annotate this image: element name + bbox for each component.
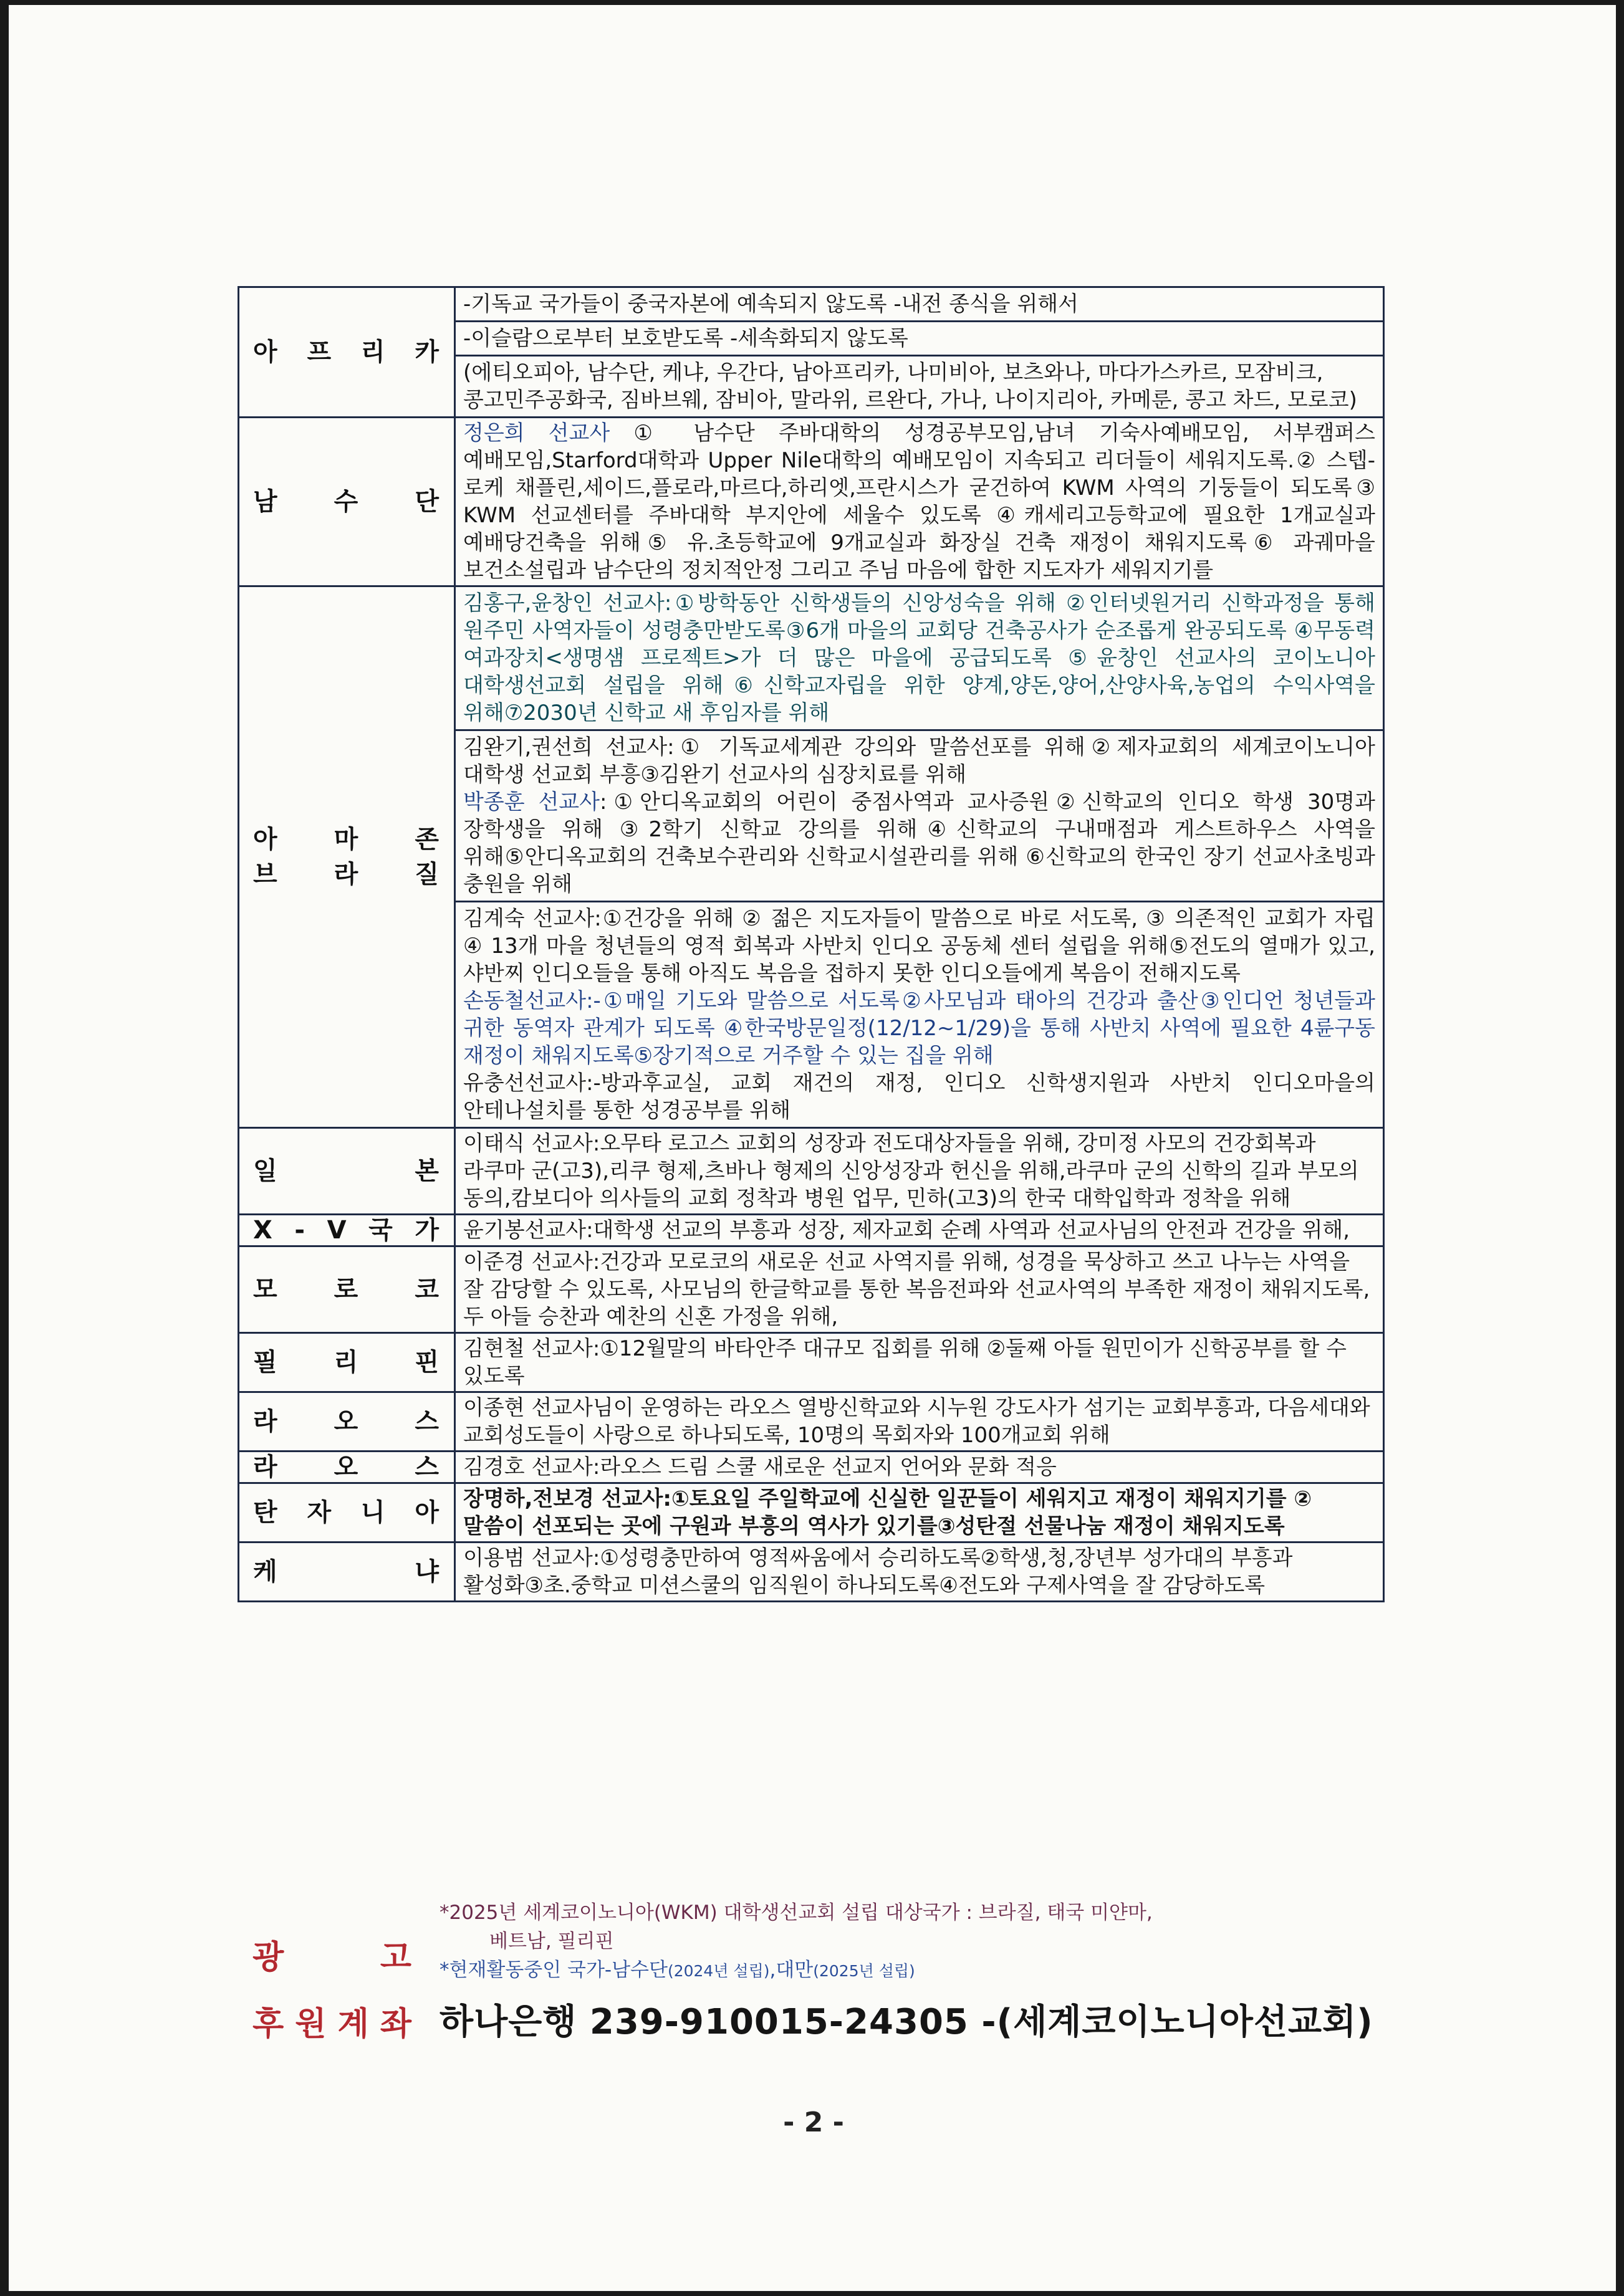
ad-note: (2024년 설립) [667, 1962, 770, 1980]
country-label-tanzania [239, 1483, 455, 1543]
prayer-block [456, 901, 1383, 1127]
label-char: 마 [334, 825, 360, 854]
label-char: 탄 [253, 1498, 279, 1527]
label-char: 니 [360, 1498, 387, 1527]
table-row-morocco [239, 1246, 1384, 1333]
prayer-cell-xv: 윤기봉선교사:대학생 선교의 부흥과 성장, 제자교회 순례 사역과 선교사님의 안전과 건강을 위해, [455, 1215, 1384, 1246]
label-char: 광 [252, 1939, 284, 1976]
ad-line: 베트남, 필리핀 [489, 1930, 614, 1953]
label-char: X [253, 1216, 274, 1245]
label-char: 라 [253, 1407, 279, 1436]
label-char: 원 [295, 2006, 327, 2043]
prayer-text: :①안디옥교회의 어린이 중점사역과 교사증원②신학교의 인디오 학생 30명과 장학생을 위해 ③2학기 신학교 강의를 위해④신학교의 구내매점과 게스트하우스 사역을 위해⑤안디옥교회의 건축보수관리와 신학교시설관리를 위해 ⑥신학교의 한국인 장기 선교사초빙과 충원을 위해 [463, 790, 1376, 897]
ad-line: ,대만 [769, 1959, 814, 1981]
label-char: 카 [415, 338, 440, 366]
prayer-table [238, 286, 1385, 1602]
table-row-tanzania [239, 1483, 1384, 1543]
country-label-laos [239, 1392, 455, 1452]
country-name [253, 338, 440, 366]
label-char: 국 [368, 1216, 394, 1245]
label-char: 로 [334, 1275, 360, 1304]
table-row-amazon-brazil [239, 586, 1384, 1128]
label-char: 리 [334, 1348, 360, 1377]
ad-text [440, 1898, 1393, 1986]
country-name [253, 1558, 440, 1586]
prayer-cell-philippines: 김현철 선교사:①12월말의 바타안주 대규모 집회를 위해 ②둘째 아들 원민이가 신학공부를 할 수 있도록 [455, 1333, 1384, 1392]
ad-label [252, 1931, 411, 1978]
prayer-text: 유충선선교사:-방과후교실, 교회 재건의 재정, 인디오 신학생지원과 사반치 인디오마을의 안테나설치를 통한 성경공부를 위해 [463, 1071, 1375, 1123]
label-char: 아 [415, 1498, 440, 1527]
label-char: 자 [307, 1498, 333, 1527]
label-char: 질 [415, 860, 440, 889]
prayer-block [456, 729, 1383, 901]
label-char: V [327, 1216, 348, 1245]
country-name [253, 1157, 440, 1185]
country-label-south-sudan [239, 418, 455, 586]
country-label-africa [239, 287, 455, 418]
country-label-philippines [239, 1333, 455, 1392]
table-row-philippines [239, 1333, 1384, 1392]
country-label-laos [239, 1452, 455, 1483]
missionary-name: 정은희 선교사 [463, 421, 610, 446]
country-name [253, 1453, 440, 1481]
account-label [252, 1997, 411, 2044]
label-char: 단 [415, 487, 440, 516]
label-char: 후 [252, 2006, 284, 2043]
prayer-cell-tanzania: 장명하,전보경 선교사:①토요일 주일학교에 신실한 일꾼들이 세워지고 재정이 채워지기를 ② 말씀이 선포되는 곳에 구원과 부흥의 역사가 있기를③성탄절 선물나눔 재정이 채워지도록 [455, 1483, 1384, 1543]
table-row-xv [239, 1215, 1384, 1246]
country-label-morocco [239, 1246, 455, 1333]
prayer-cell-morocco: 이준경 선교사:건강과 모로코의 새로운 선교 사역지를 위해, 성경을 묵상하고 쓰고 나누는 사역을 잘 감당할 수 있도록, 사모님의 한글학교를 통한 복음전파와 선교사역의 부족한 재정이 채워지도록, 두 아들 승찬과 예찬의 신혼 가정을 위해, [455, 1246, 1384, 1333]
table-row-kenya [239, 1543, 1384, 1602]
country-name-line2 [253, 861, 440, 888]
label-char: 좌 [380, 2006, 411, 2043]
prayer-block: 김홍구,윤창인 선교사:①방학동안 신학생들의 신앙성숙을 위해 ②인터넷원거리 신학과정을 통해 원주민 사역자들이 성령충만받도록③6개 마을의 교회당 건축공사가 순조롭게 완공되도록 ④무동력 여과장치<생명샘 프로젝트>가 더 많은 마을에 공급되도록 ⑤윤창인 선교사의 코이노니아 대학생선교회 설립을 위해⑥신학교자립을 위한 양계,양돈,양어,산양사육,농업의 수익사역을 위해⑦2030년 신학교 새 후임자를 위해 [463, 591, 1375, 725]
country-label-xv [239, 1215, 455, 1246]
label-char: 라 [253, 1453, 279, 1481]
ad-line: *2025년 세계코이노니아(WKM) 대학생선교회 설립 대상국가 : 브라질, 태국 미얀마, [440, 1901, 1153, 1924]
page-number: - 2 - [783, 2107, 844, 2138]
label-char: 리 [360, 338, 387, 366]
country-list: (에티오피아, 남수단, 케냐, 우간다, 남아프리카, 나미비아, 보츠와나, 마다가스카르, 모잠비크, 콩고민주공화국, 짐바브웨, 잠비아, 말라위, 르완다, 가나, 나이지리아, 카메룬, 콩고 차드, 모로코) [456, 355, 1383, 416]
country-name [253, 1349, 440, 1376]
label-char: 스 [415, 1407, 440, 1436]
country-name [253, 488, 440, 515]
account-number: 하나은행 239-910015-24305 -(세계코이노니아선교회) [440, 2002, 1373, 2042]
label-char: 냐 [415, 1557, 440, 1586]
prayer-text: 손동철선교사:-①매일 기도와 말씀으로 서도록②사모님과 태아의 건강과 출산③인디언 청년들과 귀한 동역자 관계가 되도록 ④한국방문일정(12/12~1/29)을 통해 사반치 사역에 필요한 4륜구동 재정이 채워지도록⑤장기적으로 거주할 수 있는 집을 위해 [463, 988, 1375, 1068]
label-char: 스 [415, 1453, 440, 1481]
label-char: 브 [253, 860, 279, 889]
ad-note: (2025년 설립) [813, 1962, 915, 1980]
prayer-cell-kenya: 이용범 선교사:①성령충만하여 영적싸움에서 승리하도록②학생,청,장년부 성가대의 부흥과 활성화③초.중학교 미션스쿨의 임직원이 하나되도록④전도와 구제사역을 잘 감당하도록 [455, 1543, 1384, 1602]
label-char: 케 [253, 1557, 279, 1586]
label-char: 본 [415, 1157, 440, 1185]
prayer-text: ① 남수단 주바대학의 성경공부모임,남녀 기숙사예배모임, 서부캠퍼스 예배모임,Starford대학과 Upper Nile대학의 예배모임이 지속되고 리더들이 세워지도록.② 스텝-로케 채플린,세이드,플로라,마르다,하리엣,프란시스가 굳건하여 KWM 사역의 기둥들이 되도록③ KWM 선교센터를 주바대학 부지안에 세울수 있도록 ④캐세리고등학교에 필요한 1개교실과 예배당건축을 위해⑤ 유.초등학교에 9개교실과 화장실 건축 재정이 채워지도록⑥ 과궤마을 보건소설립과 남수단의 정치적안정 그리고 주님 마음에 합한 지도자가 세워지기를 [463, 421, 1376, 583]
prayer-cell-africa [455, 287, 1384, 418]
prayer-cell-laos-2: 김경호 선교사:라오스 드림 스쿨 새로운 선교지 언어와 문화 적응 [455, 1452, 1384, 1483]
label-char: 존 [415, 825, 440, 854]
label-char: 오 [334, 1407, 360, 1436]
country-label-kenya [239, 1543, 455, 1602]
label-char: 필 [253, 1348, 279, 1377]
prayer-cell-japan: 이태식 선교사:오무타 로고스 교회의 성장과 전도대상자들을 위해, 강미정 사모의 건강회복과 라쿠마 군(고3),리쿠 형제,츠바나 형제의 신앙성장과 헌신을 위해,라쿠마 군의 신학의 길과 부모의 동의,캄보디아 의사들의 교회 정착과 병원 업무, 민하(고3)의 한국 대학입학과 정착을 위해 [455, 1128, 1384, 1215]
ad-line: *현재활동중인 국가-남수단 [440, 1959, 668, 1981]
table-row-laos-2 [239, 1452, 1384, 1483]
prayer-text: 김완기,권선희 선교사:① 기독교세계관 강의와 말씀선포를 위해②제자교회의 세계코이노니아 대학생 선교회 부흥③김완기 선교사의 심장치료를 위해 [463, 735, 1375, 787]
label-char: 고 [380, 1939, 411, 1976]
label-char: 라 [334, 860, 360, 889]
country-name [253, 1408, 440, 1435]
label-char: 남 [253, 487, 279, 516]
missionary-name: 박종훈 선교사 [463, 790, 600, 815]
label-char: 프 [307, 338, 333, 366]
prayer-line: -기독교 국가들이 중국자본에 예속되지 않도록 -내전 종식을 위해서 [463, 292, 1079, 317]
label-char: 일 [253, 1157, 279, 1185]
label-char: 코 [415, 1275, 440, 1304]
label-char: 아 [253, 825, 279, 854]
label-char: 계 [337, 2006, 369, 2043]
prayer-cell-amazon-brazil [455, 586, 1384, 1128]
label-char: 오 [334, 1453, 360, 1481]
country-name [253, 1499, 440, 1526]
prayer-line: -이슬람으로부터 보호받도록 -세속화되지 않도록 [456, 320, 1383, 355]
country-label-amazon-brazil [239, 586, 455, 1128]
label-char: - [294, 1216, 307, 1245]
label-char: 가 [415, 1216, 440, 1245]
country-label-japan [239, 1128, 455, 1215]
prayer-cell-laos-1: 이종현 선교사님이 운영하는 라오스 열방신학교와 시누원 강도사가 섬기는 교회부흥과, 다음세대와 교회성도들이 사랑으로 하나되도록, 10명의 목회자와 100개교회 위해 [455, 1392, 1384, 1452]
label-char: 모 [253, 1275, 279, 1304]
table-row-africa [239, 287, 1384, 418]
country-name [253, 1276, 440, 1303]
prayer-text: 김계숙 선교사:①건강을 위해 ② 젊은 지도자들이 말씀으로 바로 서도록, ③ 의존적인 교회가 자립 ④ 13개 마을 청년들의 영적 회복과 사반치 인디오 공동체 센터 설립을 위해⑤전도의 열매가 있고, 샤반찌 인디오들을 통해 아직도 복음을 접하지 못한 인디오들에게 복음이 전해지도록 [463, 906, 1375, 986]
country-name [253, 1217, 440, 1244]
prayer-cell-south-sudan [455, 418, 1384, 586]
label-char: 아 [253, 338, 279, 366]
table-row-south-sudan [239, 418, 1384, 586]
country-name-line1 [253, 826, 440, 853]
table-row-laos-1 [239, 1392, 1384, 1452]
table-row-japan [239, 1128, 1384, 1215]
label-char: 수 [334, 487, 360, 516]
label-char: 핀 [415, 1348, 440, 1377]
